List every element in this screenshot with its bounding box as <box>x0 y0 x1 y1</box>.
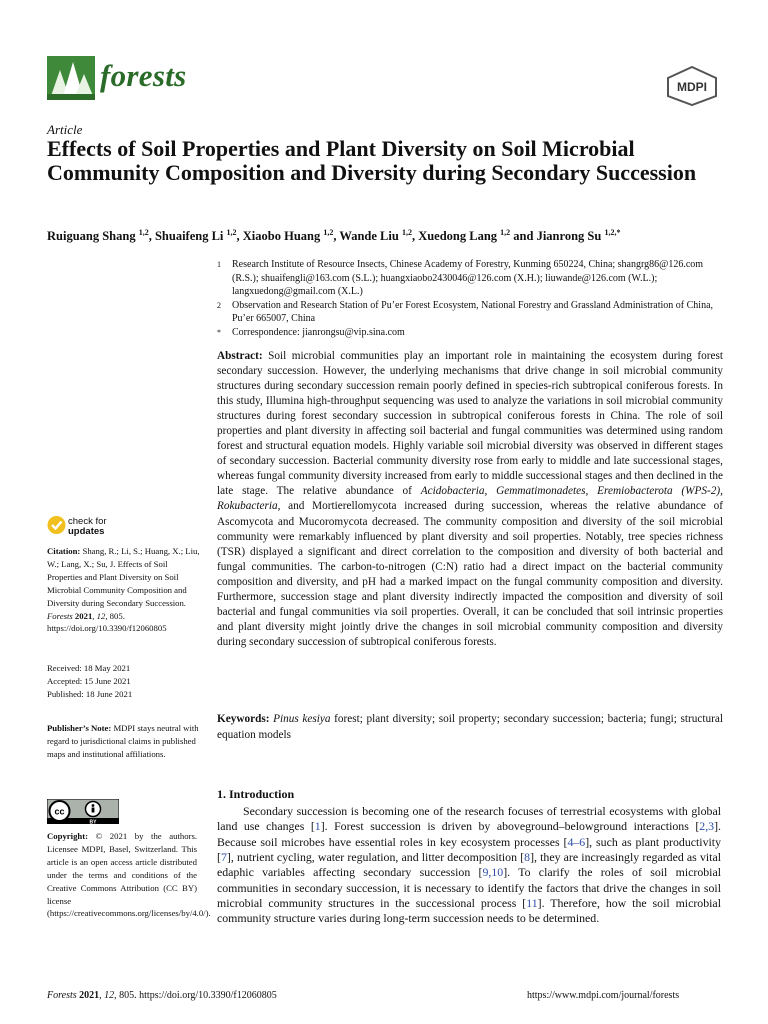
intro-text: ]. Forest succession is driven by aboveground–belowground interactions [ <box>320 819 700 834</box>
affiliation-item <box>217 258 732 299</box>
reference-link[interactable]: 9,10 <box>482 865 504 880</box>
keywords-italic: Pinus kesiya <box>273 713 331 725</box>
svg-text:cc: cc <box>54 806 65 817</box>
abstract-taxa: Acidobacteria, Gemmatimonadetes, Eremiobacterota (WPS-2), Rokubacteria <box>217 485 723 513</box>
journal-name: forests <box>100 58 187 93</box>
affiliations <box>217 258 732 339</box>
cc-by-label: BY <box>89 819 97 824</box>
note-text: MDPI stays neutral with regard to jurisdictional claims in published maps and institutional affiliations. <box>47 723 199 759</box>
reference-link[interactable]: 11 <box>526 896 538 911</box>
author-name: Xiaobo Huang <box>242 229 321 244</box>
received-date: Received: 18 May 2021 <box>47 663 131 673</box>
intro-text: Secondary succession is becoming one of the research focuses of terrestrial ecosystems with global land use changes [ <box>217 804 721 834</box>
forests-logo-icon <box>47 56 95 100</box>
affiliation-item <box>217 299 732 326</box>
author-list: Ruiguang Shang $^{1,2}$, Shuaifeng Li $^{1,2}$, Xiaobo Huang $^{1,2}$, Wande Liu $^{1,2}$, Xuedong Lang $^{1,2}$ and Jianrong Su $^{1,2,*}$ <box>47 228 621 244</box>
footer-volume: , 12 <box>99 990 115 1001</box>
author-name: Xuedong Lang <box>418 229 498 244</box>
citation-doi[interactable]: , 805. https://doi.org/10.3390/f12060805 <box>47 610 167 634</box>
citation-year: 2021 <box>72 610 93 621</box>
abstract <box>217 349 723 650</box>
check-line-1: check for <box>68 516 107 527</box>
intro-text: ], nutrient cycling, water regulation, and litter decomposition [ <box>226 850 525 865</box>
footer-citation <box>47 990 277 1001</box>
author-affil-mark: 1,2 <box>500 228 511 237</box>
author-affil-mark: 1,2 <box>138 228 149 237</box>
author-affil-mark: 1,2,* <box>604 228 621 237</box>
article-type: Article <box>47 122 83 137</box>
abstract-label: Abstract: <box>217 350 263 362</box>
intro-text: ]. Because soil microbes have essential roles in key ecosystem processes [ <box>217 819 721 849</box>
citation-text: Shang, R.; Li, S.; Huang, X.; Liu, W.; Lang, X.; Su, J. Effects of Soil Properties and Plant Diversity on Soil Microbial Community Composition and Diversity during Secondary Succession. <box>47 546 200 608</box>
citation-volume: , 12 <box>92 610 106 621</box>
publisher-name: MDPI <box>677 80 707 94</box>
reference-link[interactable]: 2,3 <box>699 819 715 834</box>
reference-link[interactable]: 1 <box>314 819 321 834</box>
section-heading: 1. Introduction <box>217 787 295 801</box>
mdpi-logo-icon <box>666 66 718 106</box>
publication-dates <box>47 662 202 701</box>
intro-text: ], they are increasingly regarded as vital edaphic variables affecting secondary succession [ <box>217 850 721 880</box>
reference-link[interactable]: 7 <box>220 850 227 865</box>
publishers-note <box>47 722 202 761</box>
keywords <box>217 712 723 743</box>
accepted-date: Accepted: 15 June 2021 <box>47 675 131 686</box>
affiliation-mark: * <box>217 327 221 337</box>
check-for-updates-label[interactable] <box>68 517 107 537</box>
author-affil-mark: 1,2 <box>226 228 237 237</box>
reference-link[interactable]: 4–6 <box>567 834 586 849</box>
author-name: Ruiguang Shang <box>47 229 136 244</box>
affiliation-mark: 1 <box>217 260 221 269</box>
intro-text: ], such as plant productivity [ <box>217 834 722 865</box>
intro-text: ]. Therefore, how the soil microbial community structure varies during long-term succession needs to be determined. <box>217 896 721 926</box>
author-name: Shuaifeng Li <box>154 229 224 244</box>
intro-paragraph <box>217 804 721 927</box>
affiliation-text: Observation and Research Station of Pu’er Forest Ecosystem, National Forestry and Grassland Administration of China, Pu’er 665007, China <box>232 299 714 324</box>
footer-year: 2021 <box>76 990 100 1001</box>
keywords-text: forest; plant diversity; soil property; secondary succession; bacteria; fungi; structural equation models <box>217 713 724 741</box>
author-affil-mark: 1,2 <box>323 228 334 237</box>
intro-text: ]. To clarify the roles of soil microbial communities in secondary succession, it is necessary to identify the factors that drive the changes in soil microbial community structures in the successional process [ <box>217 865 721 911</box>
author-affil-mark: 1,2 <box>401 228 412 237</box>
affiliation-mark: 2 <box>217 300 221 310</box>
footer-journal: Forests <box>47 990 77 1001</box>
check-line-2: updates <box>68 526 105 537</box>
copyright-text: © 2021 by the authors. Licensee MDPI, Basel, Switzerland. This article is an open access article distributed under the terms and conditions of the Creative Commons Attribution (CC BY) license (https://creativecommons.org/licenses/by/4.0/). <box>47 831 211 919</box>
correspondence-text: Correspondence: jianrongsu@vip.sina.com <box>232 326 405 338</box>
published-date: Published: 18 June 2021 <box>47 688 133 699</box>
footer-journal-url[interactable]: https://www.mdpi.com/journal/forests <box>527 990 680 1001</box>
affiliation-text: Research Institute of Resource Insects, Chinese Academy of Forestry, Kunming 650224, China; shangrg86@126.com (R.S.); shuaifengli@163.com (S.L.); huangxiaobo2430046@126.com (X.H.); liuwande@126.com (W.L.); langxuedong@gmail.com (X.L.) <box>232 259 704 297</box>
citation-journal: Forests <box>47 610 73 621</box>
check-for-updates-icon[interactable] <box>47 514 66 536</box>
paper-title: Effects of Soil Properties and Plant Diversity on Soil Microbial Community Composition and Diversity during Secondary Succession <box>47 136 697 185</box>
author-name: Wande Liu <box>339 229 399 244</box>
abstract-text-2: , and Mortierellomycota increased during succession, whereas the relative abundance of Ascomycota and Mucoromycota decreased. The community composition and diversity of the soil microbial community were remarkably influenced by plant diversity and soil properties. Notably, tree species richness (TSR) displayed a significant and direct correlation to the composition and diversity of both bacterial and fungal communities. The carbon-to-nitrogen (C:N) ratio had a direct impact on the bacterial community composition and diversity, and pH had a marked impact on the fungal community composition and diversity. Furthermore, succession stage and plant diversity indirectly impacted the composition and diversity of soil bacterial and fungal communities via soil properties. Overall, it can be concluded that soil intrinsic properties and plant diversity might jointly drive the changes in soil microbial community composition and diversity during secondary succession of subtropical coniferous forests. <box>217 500 723 648</box>
reference-link[interactable]: 8 <box>524 850 531 865</box>
affiliation-item <box>217 326 732 340</box>
footer-doi[interactable]: , 805. https://doi.org/10.3390/f12060805 <box>114 990 277 1001</box>
copyright-label: Copyright: <box>47 831 89 841</box>
citation-label: Citation: <box>47 546 81 556</box>
citation-block <box>47 545 202 635</box>
copyright-block <box>47 830 211 920</box>
author-name: Jianrong Su <box>536 229 602 244</box>
cc-by-license-icon[interactable] <box>47 799 119 824</box>
note-label: Publisher’s Note: <box>47 723 112 733</box>
keywords-label: Keywords: <box>217 713 270 725</box>
abstract-text-1: Soil microbial communities play an important role in maintaining the ecosystem during forest secondary succession. However, the underlying mechanisms that drive change in soil microbial community structures during secondary succession remain poorly defined in species-rich subtropical coniferous forests. In this study, Illumina high-throughput sequencing was used to analyze the variations in soil microbial community structures during forest secondary succession in subtropical coniferous forests in China. The role of soil properties and plant diversity in affecting soil bacterial and fungal communities was determined using random forest and structural equation models. Highly variable soil microbial diversity was observed in different stages of secondary succession. Bacterial community diversity rose from early to middle and late successional stages, whereas fungal community diversity increased from early to middle successional stages and then declined in the late stage. The relative abundance of <box>217 350 723 498</box>
